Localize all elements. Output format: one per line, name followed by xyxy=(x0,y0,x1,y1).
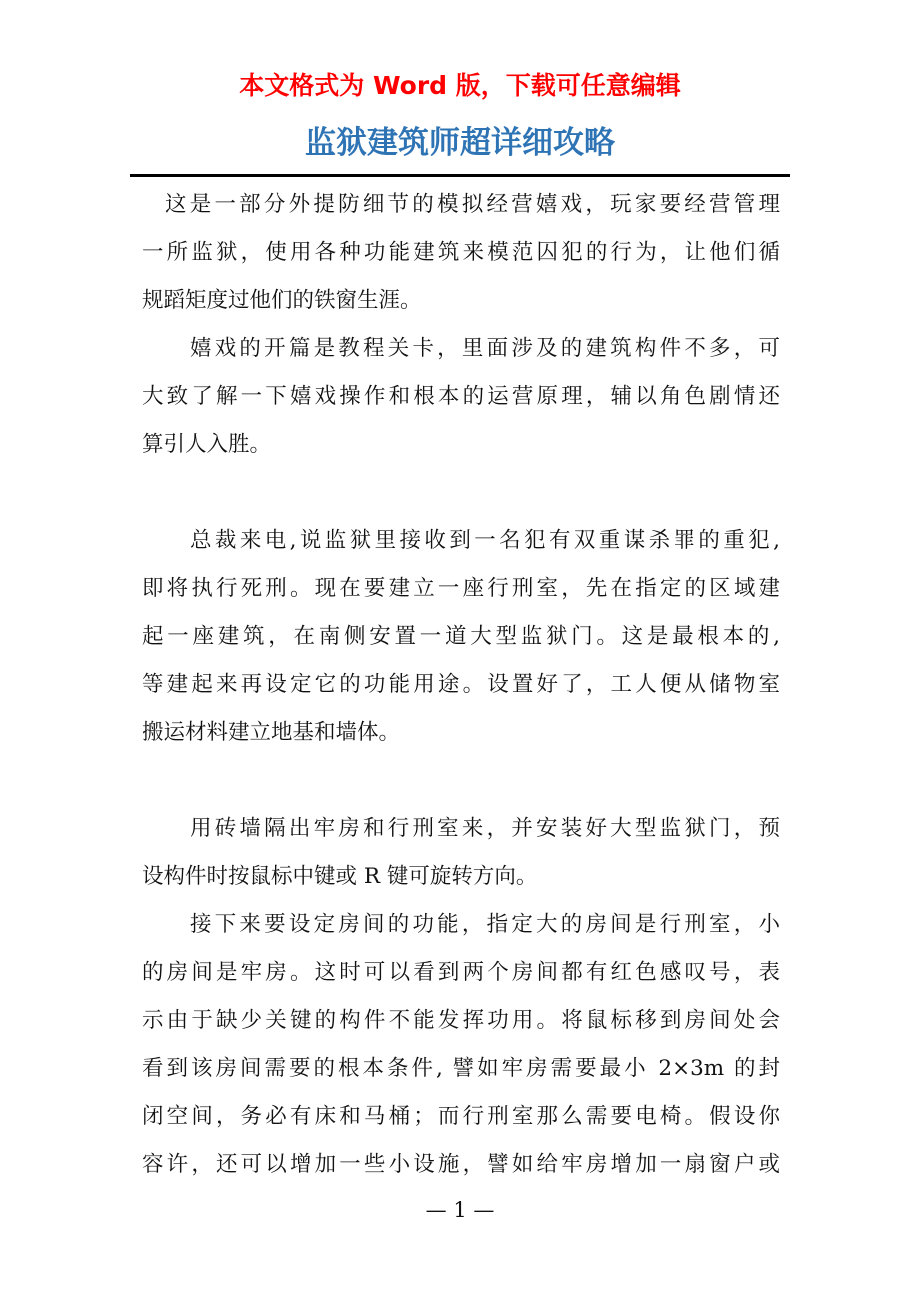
document-title: 监狱建筑师超详细攻略 xyxy=(305,125,615,161)
text-line: 的房间是牢房。这时可以看到两个房间都有红色感叹号，表 xyxy=(142,960,780,985)
text-line: 容许，还可以增加一些小设施，譬如给牢房增加一扇窗户或 xyxy=(142,1152,780,1177)
text-line: 用砖墙隔出牢房和行刑室来，并安装好大型监狱门，预 xyxy=(190,816,780,841)
paragraph xyxy=(142,517,780,757)
blank-line xyxy=(142,757,780,805)
text-line: 大致了解一下嬉戏操作和根本的运营原理，辅以角色剧情还 xyxy=(142,384,780,409)
text-line: 规蹈矩度过他们的铁窗生涯。 xyxy=(142,288,422,313)
paragraph xyxy=(142,181,780,325)
blank-line xyxy=(142,469,780,517)
text-line: 嬉戏的开篇是教程关卡，里面涉及的建筑构件不多，可 xyxy=(190,336,780,361)
paragraph xyxy=(142,805,780,901)
document-body xyxy=(142,181,780,1189)
text-line: 看到该房间需要的根本条件, 譬如牢房需要最小 2×3m 的封 xyxy=(142,1056,780,1081)
text-line: 接下来要设定房间的功能，指定大的房间是行刑室，小 xyxy=(190,912,780,937)
text-line: 总裁来电,说监狱里接收到一名犯有双重谋杀罪的重犯, xyxy=(190,528,780,553)
text-line: 闭空间，务必有床和马桶；而行刑室那么需要电椅。假设你 xyxy=(142,1104,780,1129)
text-line: 搬运材料建立地基和墙体。 xyxy=(142,720,401,745)
text-line: 设构件时按鼠标中键或 R 键可旋转方向。 xyxy=(142,864,538,889)
paragraph xyxy=(142,325,780,469)
text-line: 即将执行死刑。现在要建立一座行刑室，先在指定的区域建 xyxy=(142,576,780,601)
paragraph xyxy=(142,901,780,1189)
edit-notice: 本文格式为 Word 版，下载可任意编辑 xyxy=(239,71,681,100)
text-line: 等建起来再设定它的功能用途。设置好了，工人便从储物室 xyxy=(142,672,780,697)
page-number: — 1 — xyxy=(425,1198,495,1222)
text-line: 算引人入胜。 xyxy=(142,432,272,457)
text-line: 示由于缺少关键的构件不能发挥功用。将鼠标移到房间处会 xyxy=(142,1008,780,1033)
title-divider xyxy=(130,174,790,177)
text-line: 一所监狱，使用各种功能建筑来模范囚犯的行为，让他们循 xyxy=(142,240,780,265)
text-line: 起一座建筑，在南侧安置一道大型监狱门。这是最根本的, xyxy=(142,624,780,649)
text-line: 这是一部分外提防细节的模拟经营嬉戏，玩家要经营管理 xyxy=(165,192,780,217)
